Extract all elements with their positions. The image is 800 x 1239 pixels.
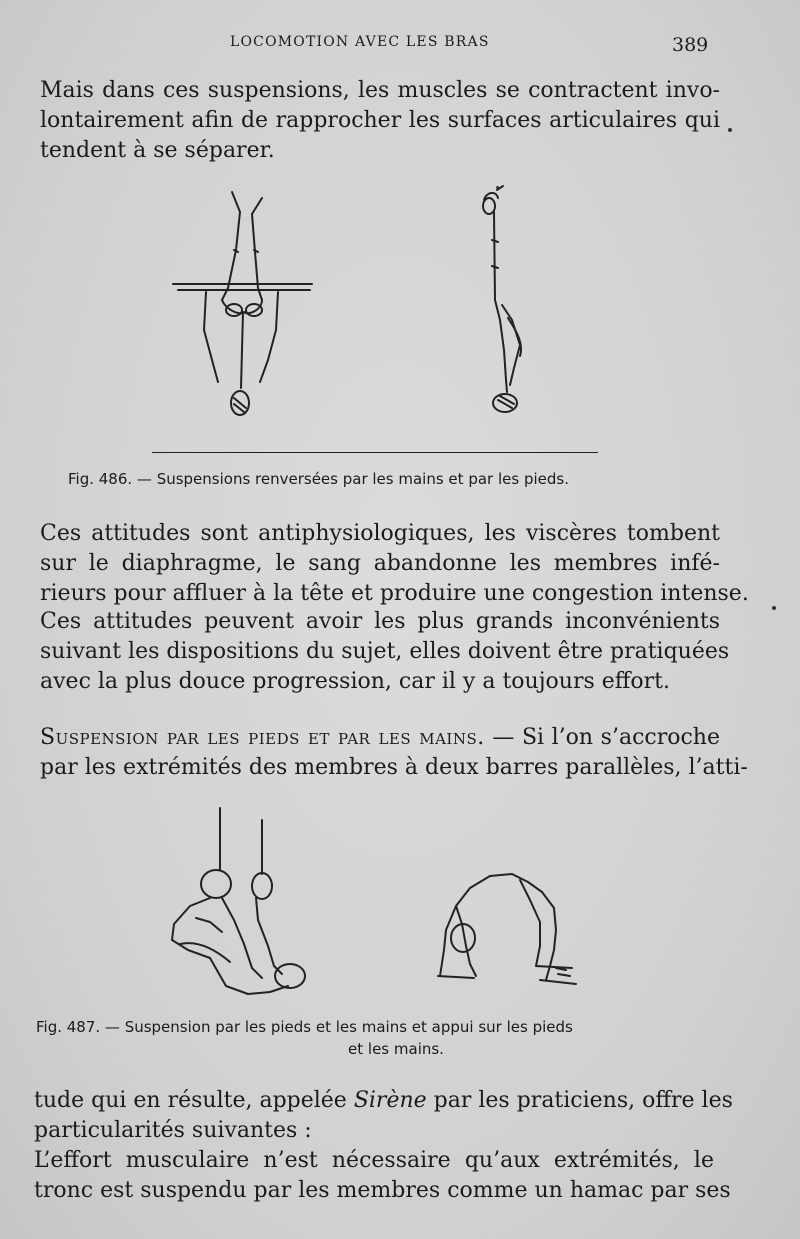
running-title: LOCOMOTION AVEC LES BRAS — [230, 34, 490, 50]
text-run: tude qui en résulte, appelée — [34, 1088, 354, 1113]
paragraph-sirene — [34, 1086, 733, 1146]
paragraph-effort — [34, 1146, 731, 1206]
figure-487-caption-line-2: et les mains. — [348, 1040, 444, 1058]
italic-term: Sirène — [353, 1088, 427, 1113]
text-line — [34, 1086, 733, 1116]
text-line: suivant les dispositions du sujet, elles doivent être pratiquées — [40, 639, 730, 664]
text-line: rieurs pour affluer à la tête et produire une congestion intense. — [40, 581, 749, 606]
figure-486-caption: Fig. 486. — Suspensions renversées par les mains et par les pieds. — [68, 470, 569, 488]
paper-speck — [728, 128, 732, 132]
text-line: Ces attitudes sont antiphysiologiques, les viscères tombent — [40, 521, 720, 546]
rings-suspension-figure — [172, 808, 305, 994]
bridge-support-figure — [438, 874, 576, 984]
text-run: par les praticiens, offre les — [426, 1088, 733, 1113]
page-number: 389 — [672, 34, 709, 56]
text-line: tronc est suspendu par les membres comme un hamac par ses — [34, 1178, 731, 1203]
text-line: sur le diaphragme, le sang abandonne les membres infé- — [40, 551, 720, 576]
text-line: tendent à se séparer. — [40, 138, 275, 163]
text-line: lontairement afin de rapprocher les surfaces articulaires qui — [40, 108, 720, 133]
paper-speck — [772, 606, 776, 610]
paper-speck — [496, 186, 499, 189]
text-line: Mais dans ces suspensions, les muscles se contractent invo- — [40, 78, 720, 103]
text-line: L’effort musculaire n’est nécessaire qu’aux extrémités, le — [34, 1148, 714, 1173]
text-line: avec la plus douce progression, car il y a toujours effort. — [40, 669, 670, 694]
text-line: Ces attitudes peuvent avoir les plus grands inconvénients — [40, 609, 720, 634]
figure-487-caption-line-1: Fig. 487. — Suspension par les pieds et les mains et appui sur les pieds — [36, 1018, 573, 1036]
text-line: particularités suivantes : — [34, 1118, 312, 1143]
section-heading-continuation: — Si l’on s’accroche — [484, 725, 720, 750]
text-line: par les extrémités des membres à deux barres parallèles, l’atti- — [40, 755, 748, 780]
section-heading: Suspension par les pieds et par les mains. — [40, 725, 485, 750]
